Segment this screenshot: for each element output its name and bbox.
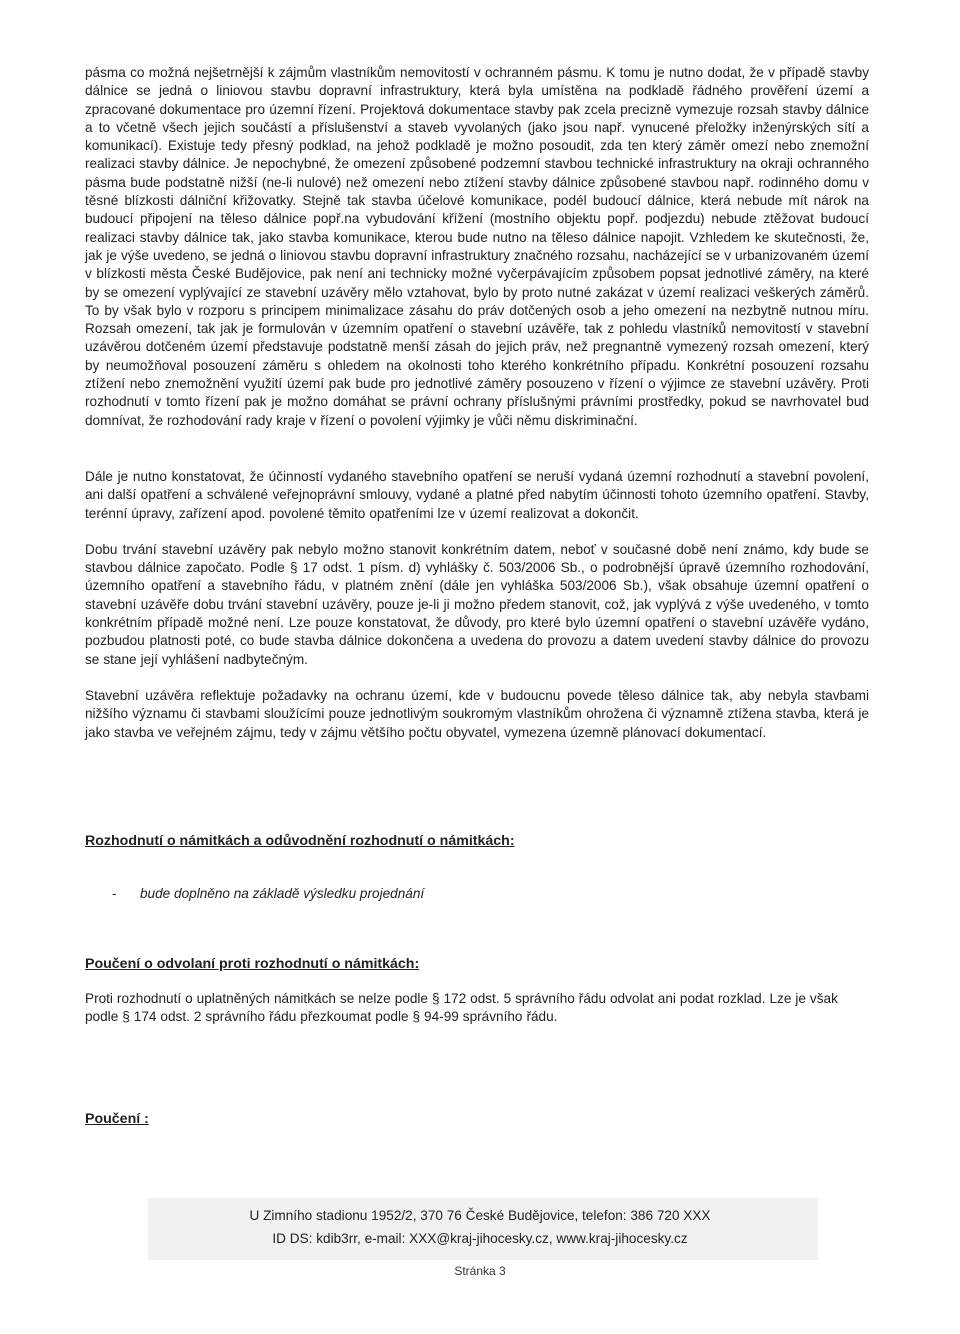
bullet-dash: - [112, 886, 117, 901]
footer-contact: ID DS: kdib3rr, e-mail: XXX@kraj-jihocesky.cz, www.kraj-jihocesky.cz [272, 1231, 688, 1246]
document-page [85, 64, 869, 1127]
paragraph-text: Dobu trvání stavební uzávěry pak nebylo možno stanovit konkrétním datem, neboť v současné době není známo, kdy bude se stavbou dálnice započato. Podle § 17 odst. 1 písm. d) vyhlášky č. 503/2006 Sb., o podrobnější úpravě územního rozhodování, územního opatření a stavebního řádu, v platném znění (dále jen vyhláška 503/2006 Sb.), však obsahuje územní opatření o stavební uzávěře dobu trvání stavební uzávěry, pouze je-li ji možno předem stanovit, což, jak vyplývá z výše uvedeného, v tomto konkrétním případě možné není. Lze pouze konstatovat, že důvody, pro které bylo územní opatření o stavební uzávěře vydáno, pozbudou platnosti poté, co bude stavba dálnice dokončena a uvedena do provozu a datem uvedení stavby dálnice do provozu se stane její vyhlášení nadbytečným. [85, 541, 869, 667]
section-heading-objections: Rozhodnutí o námitkách a odůvodnění rozhodnutí o námitkách: [85, 833, 515, 849]
bullet-item [112, 886, 424, 901]
page-number: Stránka 3 [454, 1264, 506, 1278]
section-heading-instruction: Poučení : [85, 1111, 149, 1127]
paragraph-text: Proti rozhodnutí o uplatněných námitkách se nelze podle § 172 odst. 5 správního řádu odvolat ani podat rozklad. Lze je však podle § 174 odst. 2 správního řádu přezkoumat podle § 94-99 správního řádu. [85, 991, 838, 1025]
footer-address: U Zimního stadionu 1952/2, 370 76 České Budějovice, telefon: 386 720 XXX [249, 1208, 711, 1223]
bullet-text: bude doplněno na základě výsledku projednání [140, 886, 425, 901]
paragraph-text: Dále je nutno konstatovat, že účinností vydaného stavebního opatření se neruší vydaná územní rozhodnutí a stavební povolení, ani další opatření a schválené veřejnoprávní smlouvy, vydané a platné před nabytím účinnosti tohoto územního opatření. Stavby, terénní úpravy, zařízení apod. povolené těmito opatřeními lze v území realizovat a dokončit. [85, 468, 869, 521]
section-heading-appeal: Poučení o odvolaní proti rozhodnutí o námitkách: [85, 956, 420, 972]
paragraph-text: Stavební uzávěra reflektuje požadavky na ochranu území, kde v budoucnu povede těleso dálnice tak, aby nebyla stavbami nižšího významu či stavbami sloužícími pouze jednotlivým soukromým vlastníkům ohrožena či významně ztížena stavba, která je jako stavba ve veřejném zájmu, tedy v zájmu většího počtu obyvatel, vymezena územně plánovací dokumentací. [85, 687, 869, 740]
paragraph-text: pásma co možná nejšetrnější k zájmům vlastníkům nemovitostí v ochranném pásmu. K tomu je nutno dodat, že v případě stavby dálnice se jedná o liniovou stavbu dopravní infrastruktury, která byla umístěna na podkladě řádného prověření území a zpracované dokumentace pro územní řízení. Projektová dokumentace stavby pak zcela precizně vymezuje rozsah stavby dálnice a to včetně všech jejich součástí a příslušenství a staveb vyvolaných (jako jsou např. vynucené přeložky inženýrských sítí a komunikací). Existuje tedy přesný podklad, na jehož podkladě je možno posoudit, zda ten který záměr omezí nebo znemožní realizaci stavby dálnice. Je nepochybné, že omezení způsobené podzemní stavbou technické infrastruktury na okraji ochranného pásma bude podstatně nižší (ne-li nulové) než omezení nebo ztížení stavby dálnice způsobené stavbou např. rodinného domu v těsné blízkosti dálniční křižovatky. Stejně tak stavba účelové komunikace, podél budoucí dálnice, která nebude mít nárok na budoucí připojení na těleso dálnice popř.na vybudování křížení (mostního objektu popř. podjezdu) nebude ztěžovat budoucí realizaci stavby dálnice tak, jako stavba komunikace, kterou bude nutno na těleso dálnice napojit. Vzhledem ke skutečnosti, že, jak je výše uvedeno, se jedná o liniovou stavbu dopravní infrastruktury značného rozsahu, nacházející se v urbanizovaném území v blízkosti města České Budějovice, pak není ani technicky možné vyčerpávajícím způsobem popsat jednotlivé záměry, na které by se omezení vyplývající ze stavební uzávěry mělo vztahovat, bylo by proto nutné zakázat v území realizaci veškerých záměrů. To by však bylo v rozporu s principem minimalizace zásahu do práv dotčených osob a jeho omezení na nezbytně nutnou míru. Rozsah omezení, tak jak je formulován v územním opatření o stavební uzávěře, tak z pohledu vlastníků nemovitostí v stavební uzávěrou dotčeném území představuje podstatně menší zásah do jejich práv, než pregnantně vymezený rozsah omezení, který by neumožňoval posouzení záměru s ohledem na okolnosti toho kterého konkrétního případu. Konkrétní posouzení rozsahu ztížení nebo znemožnění využití území pak bude pro jednotlivé záměry posouzeno v řízení o výjimce ze stavební uzávěry. Proti rozhodnutí v tomto řízení pak je možno domáhat se právní ochrany příslušnými právními prostředky, pokud se navrhovatel bud domnívat, že rozhodování rady kraje v řízení o povolení výjimky je vůči němu diskriminační. [85, 65, 869, 428]
